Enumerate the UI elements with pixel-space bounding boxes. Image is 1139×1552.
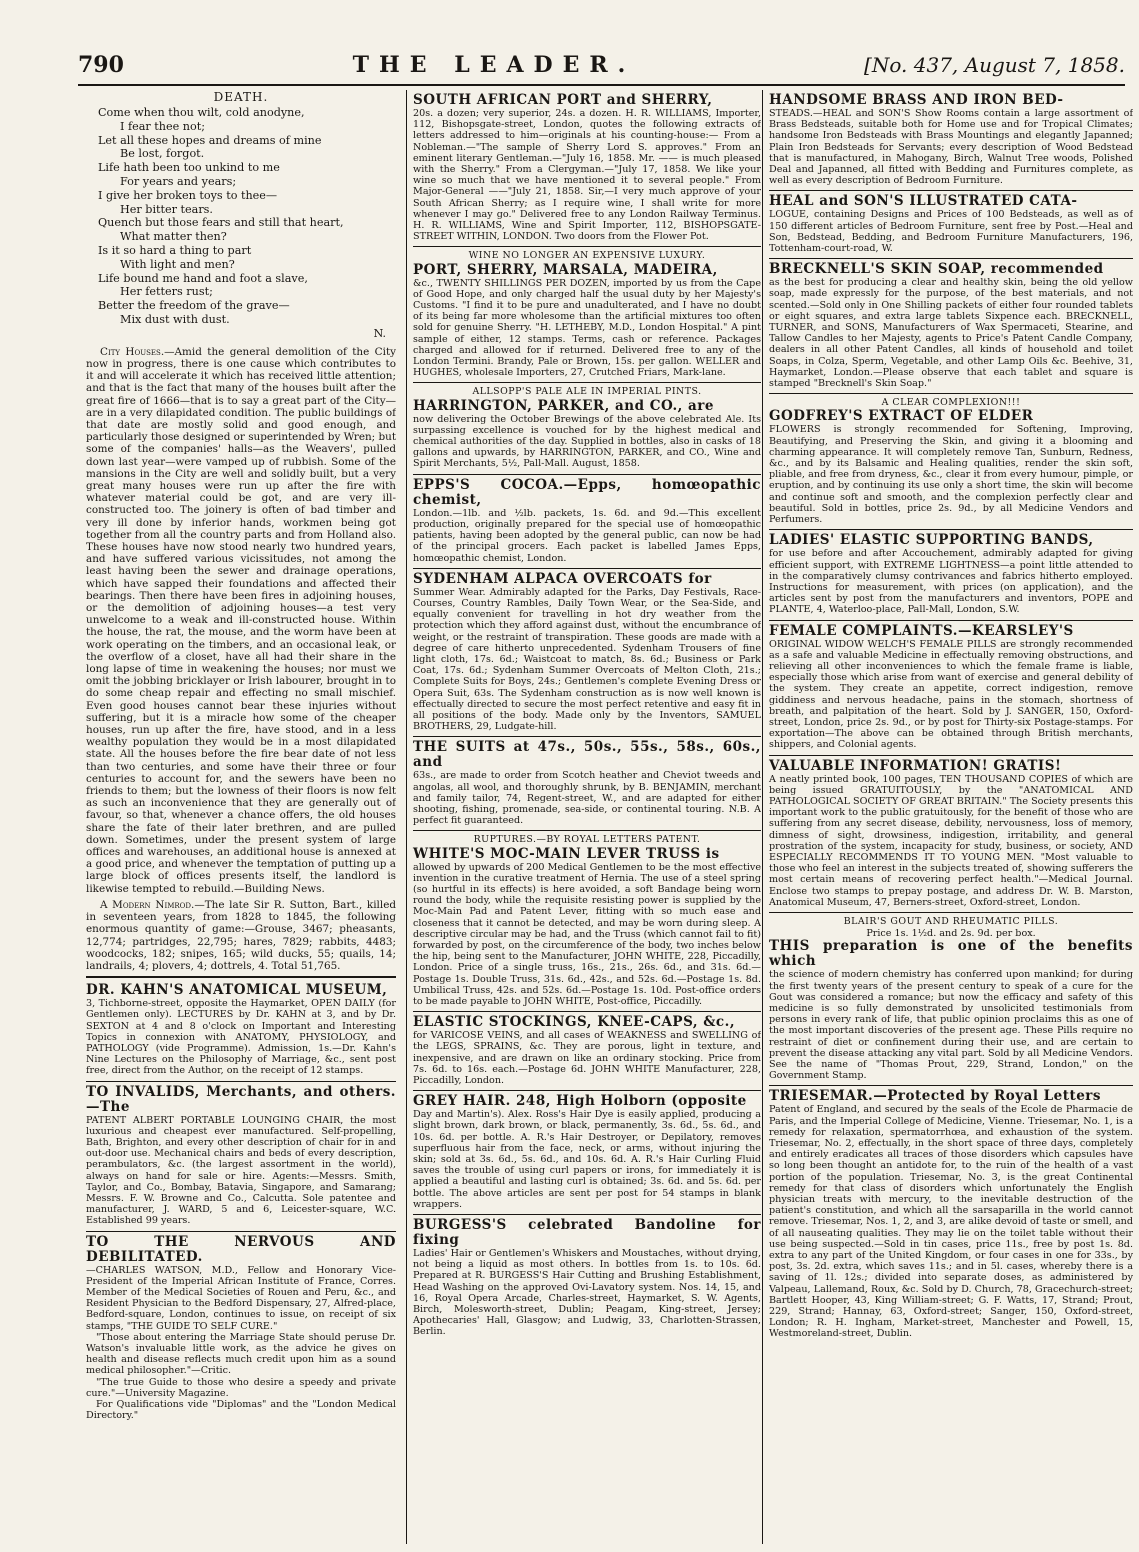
advert-body: London.—1lb. and ½lb. packets, 1s. 6d. and 9d.—This excellent production, originally prepared for the special use of homœopathic patients, having been adopted by the general public, can now be had of the principal grocers. Each packet is labelled James Epps, homœopathic chemist, London. [413, 507, 761, 564]
article-modern-nimrod [86, 899, 396, 972]
poem-line: I fear thee not; [120, 119, 206, 133]
advert-body: ORIGINAL WIDOW WELCH'S FEMALE PILLS are strongly recommended as a safe and valuable Medicine in effectually removing obstructions, and relieving all other inconveniences to which the female frame is liable, especially those which arise from want of exercise and general debility of the system. They create an appetite, correct indigestion, remove giddiness and nervous headache, pains in the stomach, shortness of breath, and palpitation of the heart. Sold by J. SANGER, 150, Oxford-street, London, price 2s. 9d., or by post for Thirty-six Postage-stamps. For exportation—The above can be obtained through British merchants, shippers, and Colonial agents. [769, 638, 1133, 751]
advert-quote: "The true Guide to those who desire a speedy and private cure."—University Magazine. [86, 1376, 396, 1399]
advert-body: 63s., are made to order from Scotch heather and Cheviot tweeds and angolas, all wool, and thoroughly shrunk, by B. BENJAMIN, merchant and family tailor, 74, Regent-street, W., and are adapted for either shooting, fishing, promenade, sea-side, or continental touring. N.B. A perfect fit guaranteed. [413, 770, 761, 827]
article-lead: City Houses. [100, 345, 165, 358]
advert-body: A neatly printed book, 100 pages, TEN THOUSAND COPIES of which are being issued GRATUITOUSLY, by the "ANATOMICAL AND PATHOLOGICAL SOCIETY OF GREAT BRITAIN." The Society presents this important work to the public gratuitously, for the benefit of those who are suffering from any secret disease, debility, nervousness, loss of memory, dimness of sight, drowsiness, indigestion, irritability, and general prostration of the system, incapacity for study, business, or society, AND ESPECIALLY RECOMMENDS IT TO YOUNG MEN. "Most valuable to those who feel an interest in the subjects treated of, showing sufferers the most certain means of recovering perfect health."—Medical Journal. Enclose two stamps to prepay postage, and address Dr. W. B. Marston, Anatomical Museum, 47, Berners-street, Oxford-street, London. [769, 773, 1133, 908]
advert-sydenham-overcoats [413, 569, 761, 738]
advert-headline: THE SUITS at 47s., 50s., 55s., 58s., 60s., and [413, 739, 761, 771]
advert-burgess-bandoline [413, 1215, 761, 1342]
advert-headline: WHITE'S MOC-MAIN LEVER TRUSS is [413, 845, 720, 862]
masthead [78, 52, 1125, 86]
advert-nervous-debilitated [86, 1232, 396, 1426]
advert-body: —CHARLES WATSON, M.D., Fellow and Honorary Vice-President of the Imperial African Institute of France, Corres. Member of the Medical Societies of Rouen and Peru, &c., and Resident Physician to the Bedford Dispensary, 27, Alfred-place, Bedford-square, London, continues to issue, on receipt of six stamps, "THE GUIDE TO SELF CURE." [86, 1264, 396, 1332]
advert-body: Patent of England, and secured by the seals of the Ecole de Pharmacie de Paris, and the Imperial College of Medicine, Vienne. Triesemar, No. 1, is a remedy for relaxation, spermatorrhœa, and exhaustion of the system. Triesemar, No. 2, effectually, in the short space of three days, completely and entirely eradicates all traces of those disorders which capsules have so long been thought an antidote for, to the ruin of the health of a vast portion of the population. Triesemar, No. 3, is the great Continental remedy for that class of disorders which unfortunately the English physician treats with mercury, to the inevitable destruction of the patient's constitution, and which all the sarsaparilla in the world cannot remove. Triesemar, Nos. 1, 2, and 3, are alike devoid of taste or smell, and of all nauseating qualities. They may lie on the toilet table without their use being suspected.—Sold in tin cases, price 11s., free by post 1s. 8d. extra to any part of the United Kingdom, or four cases in one for 33s., by post, 3s. 2d. extra, which saves 11s.; and in 5l. cases, whereby there is a saving of 1l. 12s.; divided into separate doses, as administered by Valpeau, Lallemand, Roux, &c. Sold by D. Church, 78, Gracechurch-street; Bartlett Hooper, 43, King William-street; G. F. Watts, 17, Strand; Prout, 229, Strand; Hannay, 63, Oxford-street; Sanger, 150, Oxford-street, London; R. H. Ingham, Market-street, Manchester and Powell, 15, Westmoreland-street, Dublin. [769, 1104, 1133, 1340]
advert-headline: BURGESS'S celebrated Bandoline for fixing [413, 1217, 761, 1249]
advert-kahn-museum [86, 980, 396, 1081]
advert-heal-catalogue [769, 191, 1133, 259]
advert-port-sherry-marsala [413, 247, 761, 383]
advert-price: Price 1s. 1½d. and 2s. 9d. per box. [866, 928, 1036, 940]
advert-body: 20s. a dozen; very superior, 24s. a dozen. H. R. WILLIAMS, Importer, 112, Bishopsgate-street, London, quotes the following extracts of letters addressed to him—originals at his counting-house:— From a Nobleman.—"The sample of Sherry Lord S. approves." From an eminent literary Gentleman.—"July 16, 1858. Mr. —— is much pleased with the Sherry." From a Clergyman.—"July 17, 1858. We like your wine so much that we have mentioned it to several people." From Major-General ——"July 21, 1858. Sir,—I very much approve of your South African Sherry; as I require wine, I shall write for more whenever I may go." Delivered free to any London Railway Terminus. H. R. WILLIAMS, Wine and Spirit Importer, 112, BISHOPSGATE-STREET WITHIN, LONDON. Two doors from the Flower Pot. [413, 108, 761, 243]
column-3 [762, 90, 1133, 1544]
advert-body: for use before and after Accouchement, admirably adapted for giving efficient support, with EXTREME LIGHTNESS—a point little attended to in the comparatively clumsy contrivances and fabrics hitherto employed. Instructions for measurement, with prices (on application), and the articles sent by post from the manufacturers and inventors, POPE and PLANTE, 4, Waterloo-place, Pall-Mall, London, S.W. [769, 548, 1133, 616]
advert-body: PATENT ALBERT PORTABLE LOUNGING CHAIR, the most luxurious and cheapest ever manufactured. Self-propelling, Bath, Brighton, and every other description of chair for in and out-door use. Mechanical chairs and beds of every description, perambulators, &c. (the largest assortment in the world), always on hand for sale or hire. Agents:—Messrs. Smith, Taylor, and Co., Bombay, Batavia, Singapore, and Samarang; Messrs. F. W. Browne and Co., Calcutta. Sole patentee and manufacturer, J. WARD, 5 and 6, Leicester-square, W.C. Established 99 years. [86, 1114, 396, 1227]
poem-line: Better the freedom of the grave— [98, 299, 290, 313]
advert-headline: TO THE NERVOUS AND DEBILITATED. [86, 1233, 396, 1265]
advert-invalid-chairs [86, 1082, 396, 1232]
advert-supporting-bands [769, 530, 1133, 620]
advert-headline: SOUTH AFRICAN PORT and SHERRY, [413, 92, 713, 108]
advert-triesemar [769, 1086, 1133, 1343]
poem-line: Let all these hopes and dreams of mine [98, 133, 322, 147]
advert-elastic-stockings [413, 1012, 761, 1091]
advert-headline: TO INVALIDS, Merchants, and others.—The [86, 1083, 396, 1115]
advert-headline: DR. KAHN'S ANATOMICAL MUSEUM, [86, 982, 388, 999]
advert-body: Summer Wear. Admirably adapted for the Parks, Day Festivals, Race-Courses, Country Rambles, Daily Town Wear, or the Sea-Side, and equally convenient for travelling in hot dry weather from the protection which they afford against dust, without the encumbrance of weight, or the restraint of transpiration. These goods are made with a degree of care hitherto unprecedented. Sydenham Trousers of fine light cloth, 17s. 6d.; Waistcoat to match, 8s. 6d.; Business or Park Coat, 17s. 6d.; Sydenham Summer Overcoats of Melton Cloth, 21s.; Complete Suits for Boys, 24s.; Gentlemen's complete Evening Dress or Opera Suit, 63s. The Sydenham construction as is now well known is effectually directed to secure the most perfect retentive and easy fit in all positions of the body. Made only by the Inventors, SAMUEL BROTHERS, 29, Ludgate-hill. [413, 586, 761, 733]
advert-headline: PORT, SHERRY, MARSALA, MADEIRA, [413, 261, 718, 278]
advert-headline: VALUABLE INFORMATION! GRATIS! [769, 757, 1062, 774]
advert-valuable-information [769, 756, 1133, 913]
advert-female-complaints [769, 621, 1133, 756]
advert-harrington-parker [413, 383, 761, 474]
advert-body: now delivering the October Brewings of the above celebrated Ale. Its surpassing excellence is vouched for by the highest medical and chemical authorities of the day. Supplied in bottles, also in casks of 18 gallons and upwards, by HARRINGTON, PARKER, and CO., Wine and Spirit Merchants, 5½, Pall-Mall. August, 1858. [413, 413, 761, 470]
poem [86, 106, 396, 327]
advert-headline: BRECKNELL'S SKIN SOAP, recommended [769, 261, 1104, 278]
poem-line: For years and years; [120, 174, 237, 188]
page-number: 790 [78, 52, 124, 78]
advert-headline: GREY HAIR. 248, High Holborn (opposite [413, 1093, 747, 1110]
advert-brecknell-soap [769, 259, 1133, 394]
advert-blair-pills [769, 913, 1133, 1086]
advert-body: LOGUE, containing Designs and Prices of 100 Bedsteads, as well as of 150 different articles of Bedroom Furniture, sent free by Post.—Heal and Son, Bedstead, Bedding, and Bedroom Furniture Manufacturers, 196, Tottenham-court-road, W. [769, 209, 1133, 255]
advert-subheading: RUPTURES.—BY ROYAL LETTERS PATENT. [473, 834, 701, 846]
article-body: —The late Sir R. Sutton, Bart., killed in seventeen years, from 1828 to 1845, the following enormous quantity of game:—Grouse, 3467; pheasants, 12,774; partridges, 22,795; hares, 7829; rabbits, 4483; woodcocks, 182; snipes, 165; wild ducks, 55; quails, 14; landrails, 4; plovers, 4; dottrels, 4. Total 51,765. [86, 898, 396, 972]
advert-headline: HEAL and SON'S ILLUSTRATED CATA- [769, 193, 1078, 210]
advert-body: Ladies' Hair or Gentlemen's Whiskers and Moustaches, without drying, not being a liquid as most others. In bottles from 1s. to 10s. 6d. Prepared at R. BURGESS'S Hair Cutting and Brushing Establishment, Head Washing on the approved Ovi-Lavatory system. Nos. 14, 15, and 16, Royal Opera Arcade, Charles-street, Haymarket, S. W. Agents, Birch, Molesworth-street, Dublin; Peagam, King-street, Jersey; Apothecaries' Hall, Glasgow; and Ludwig, 33, Charlotten-Strassen, Berlin. [413, 1248, 761, 1338]
advert-brass-iron-bedsteads [769, 90, 1133, 191]
poem-line: What matter then? [120, 230, 227, 244]
advert-note: For Qualifications vide "Diplomas" and the "London Medical Directory." [86, 1399, 396, 1422]
newspaper-title: THE LEADER. [352, 52, 636, 78]
advert-south-african-port [413, 90, 761, 247]
advert-godfrey-elder [769, 394, 1133, 530]
issue-date: [No. 437, August 7, 1858. [864, 53, 1125, 77]
advert-white-truss [413, 831, 761, 1012]
poem-line: Mix dust with dust. [120, 312, 230, 326]
article-body: —Amid the general demolition of the City now in progress, there is one cause which contributes to it and will accelerate it which has received little attention; and that is the fact that many of the houses built after the great fire of 1666—that is to say a great part of the City—are in a very dilapidated condition. The public buildings of that date are mostly solid and good enough, and particularly those designed or superintended by Wren; but some of the companies' halls—as the Weavers', pulled down last year—were vamped up of rubbish. Some of the mansions in the City are well and solidly built, but a very great many houses were run up after the fire with whatever material could be got, and are very ill-constructed too. The joinery is often of bad timber and very ill done by inferior hands, workmen being got together from all the country parts and from Holland also. These houses have now stood nearly two hundred years, and have suffered various vicissitudes, not among the least having been the sewer and drainage operations, which have sapped their foundations and affected their bearings. Then there have been fires in adjoining houses, or the demolition of adjoining houses—a test very unwelcome to a weak and ill-constructed house. Within the house, the rat, the mouse, and the worm have been at work operating on the timbers, and an occasional leak, or the overflow of a closet, have all had their share in the long lapse of time in weakening the houses; nor must we omit the jobbing bricklayer or Irish labourer, brought in to do some cheap repair and effecting no small mischief. Even good houses cannot bear these injuries without suffering, but it is a miracle how some of the cheaper houses, run up after the fire, have stood, and in a less wealthy population they would be in a most dilapidated state. All the houses before the fire bear date of not less than two centuries, and some have their three or four centuries to account for, and the sewers have been no friends to them; but the lowness of their floors is now felt as such an inconvenience that they are generally out of favour, so that, whenever a chance offers, the old houses share the fate of their later brethren, and are pulled down. Sometimes, under the present system of large offices and warehouses, an additional house is annexed at a good price, and whenever the temptation of putting up a large block of offices presents itself, the landlord is likewise tempted to rebuild.—Building News. [86, 345, 396, 895]
advert-epps-cocoa [413, 475, 761, 569]
advert-headline: TRIESEMAR.—Protected by Royal Letters [769, 1088, 1102, 1105]
advert-body: STEADS.—HEAL and SON'S Show Rooms contain a large assortment of Brass Bedsteads, suitable both for Home use and for Tropical Climates; handsome Iron Bedsteads with Brass Mountings and elegantly Japanned; Plain Iron Bedsteads for Servants; every description of Wood Bedstead that is manufactured, in Mahogany, Birch, Walnut Tree woods, Polished Deal and Japanned, all fitted with Bedding and Furnitures complete, as well as every description of Bedroom Furniture. [769, 108, 1133, 187]
poem-line: Quench but those fears and still that heart, [98, 216, 344, 230]
advert-headline: ELASTIC STOCKINGS, KNEE-CAPS, &c., [413, 1014, 736, 1031]
advert-headline: GODFREY'S EXTRACT OF ELDER [769, 408, 1034, 425]
poem-line: Be lost, forgot. [120, 147, 205, 161]
advert-headline: HARRINGTON, PARKER, and CO., are [413, 397, 715, 414]
advert-headline: FEMALE COMPLAINTS.—KEARSLEY'S [769, 622, 1074, 639]
advert-body: for VARICOSE VEINS, and all cases of WEAKNESS and SWELLING of the LEGS, SPRAINS, &c. They are porous, light in texture, and inexpensive, and are drawn on like an ordinary stocking. Price from 7s. 6d. to 16s. each.—Postage 6d. JOHN WHITE Manufacturer, 228, Piccadilly, London. [413, 1030, 761, 1087]
advert-headline: THIS preparation is one of the benefits which [769, 938, 1133, 970]
advert-headline: LADIES' ELASTIC SUPPORTING BANDS, [769, 532, 1094, 549]
poem-signature: N. [373, 326, 386, 340]
advert-subheading: BLAIR'S GOUT AND RHEUMATIC PILLS. [843, 915, 1059, 927]
advert-suits [413, 737, 761, 831]
advert-body: &c., TWENTY SHILLINGS PER DOZEN, imported by us from the Cape of Good Hope, and only charged half the usual duty by her Majesty's Customs. "I find it to be pure and unadulterated, and I have no doubt of its being far more wholesome than the artificial mixtures too often sold for genuine Sherry. "H. LETHEBY, M.D., London Hospital." A pint sample of either, 12 stamps. Terms, cash or reference. Packages charged and allowed for if returned. Delivered free to any of the London Termini. Brandy, Pale or Brown, 15s. per gallon. WELLER and HUGHES, wholesale Importers, 27, Crutched Friars, Mark-lane. [413, 277, 761, 379]
advert-subheading: WINE NO LONGER AN EXPENSIVE LUXURY. [468, 250, 706, 262]
poem-line: Is it so hard a thing to part [98, 243, 252, 257]
poem-line: Her fetters rust; [120, 285, 213, 299]
advert-headline: SYDENHAM ALPACA OVERCOATS for [413, 570, 712, 587]
advert-body: the science of modern chemistry has conferred upon mankind; for during the first twenty years of the present century to speak of a cure for the Gout was considered a romance; but now the efficacy and safety of this medicine is so fully demonstrated by unsolicited testimonials from persons in every rank of life, that public opinion proclaims this as one of the most important discoveries of the present age. These Pills require no restraint of diet or confinement during their use, and are certain to prevent the disease attacking any vital part. Sold by all Medicine Vendors. See the name of "Thomas Prout, 229, Strand, London," on the Government Stamp. [769, 969, 1133, 1082]
article-lead: A Modern Nimrod. [100, 898, 195, 911]
poem-title: DEATH. [213, 90, 269, 104]
column-1 [86, 90, 396, 1544]
advert-body: FLOWERS is strongly recommended for Softening, Improving, Beautifying, and Preserving the Skin, and giving it a blooming and charming appearance. It will completely remove Tan, Sunburn, Redness, &c., and by its Balsamic and Healing qualities, render the skin soft, pliable, and free from dryness, &c., clear it from every humour, pimple, or eruption, and by continuing its use only a short time, the skin will become and continue soft and smooth, and the complexion perfectly clear and beautiful. Sold in bottles, price 2s. 9d., by all Medicine Vendors and Perfumers. [769, 424, 1133, 526]
poem-line: I give her broken toys to thee— [98, 188, 278, 202]
advert-body: as the best for producing a clear and healthy skin, being the old yellow soap, made expressly for the purpose, of the best materials, and not scented.—Sold only in One Shilling packets of either four rounded tablets or eight squares, and extra large tablets Sixpence each. BRECKNELL, TURNER, and SONS, Manufacturers of Wax Spermaceti, Stearine, and Tallow Candles to her Majesty, agents to Price's Patent Candle Company, dealers in all other Patent Candles, all kinds of household and toilet Soaps, in Colza, Sperm, Vegetable, and other Lamp Oils &c. Beehive, 31, Haymarket, London.—Please observe that each tablet and square is stamped "Brecknell's Skin Soap." [769, 277, 1133, 390]
poem-line: With light and men? [120, 257, 235, 271]
advert-grey-hair [413, 1091, 761, 1215]
advert-subheading: ALLSOPP'S PALE ALE IN IMPERIAL PINTS. [472, 386, 702, 398]
poem-line: Come when thou wilt, cold anodyne, [98, 106, 305, 119]
poem-line: Life bound me hand and foot a slave, [98, 271, 308, 285]
advert-headline: HANDSOME BRASS AND IRON BED- [769, 92, 1064, 108]
column-2 [406, 90, 761, 1544]
advert-headline: EPPS'S COCOA.—Epps, homœopathic chemist, [413, 476, 761, 508]
advert-body: 3, Tichborne-street, opposite the Haymarket, OPEN DAILY (for Gentlemen only). LECTURES by Dr. KAHN at 3, and by Dr. SEXTON at 4 and 8 o'clock on Important and Interesting Topics in connexion with ANATOMY, PHYSIOLOGY, and PATHOLOGY (vide Programme). Admission, 1s.—Dr. Kahn's Nine Lectures on the Philosophy of Marriage, &c., sent post free, direct from the Author, on the receipt of 12 stamps. [86, 998, 396, 1077]
poem-line: Her bitter tears. [120, 202, 213, 216]
advert-body: Day and Martin's). Alex. Ross's Hair Dye is easily applied, producing a slight brown, dark brown, or black, permanently, 3s. 6d., 5s. 6d., and 10s. 6d. per bottle. A. R.'s Hair Destroyer, or Depilatory, removes superfluous hair from the face, neck, or arms, without injuring the skin; sold at 3s. 6d., 5s. 6d., and 10s. 6d. A. R.'s Hair Curling Fluid saves the trouble of using curl papers or irons, for immediately it is applied a beautiful and lasting curl is obtained; 3s. 6d. and 5s. 6d. per bottle. The above articles are sent per post for 54 stamps in blank wrappers. [413, 1109, 761, 1210]
poem-line: Life hath been too unkind to me [98, 161, 280, 175]
advert-quote: "Those about entering the Marriage State should peruse Dr. Watson's invaluable little work, as the advice he gives on health and disease reflects much credit upon him as a sound medical philosopher."—Critic. [86, 1331, 396, 1377]
article-city-houses [86, 346, 396, 895]
divider [86, 976, 396, 978]
advert-subheading: A CLEAR COMPLEXION!!! [881, 397, 1021, 409]
advert-body: allowed by upwards of 200 Medical Gentlemen to be the most effective invention in the curative treatment of Hernia. The use of a steel spring (so hurtful in its effects) is here avoided, a soft Bandage being worn round the body, while the requisite resisting power is supplied by the Moc-Main Pad and Patent Lever, fitting with so much ease and closeness that it cannot be detected, and may be worn during sleep. A descriptive circular may be had, and the Truss (which cannot fail to fit) forwarded by post, on the circumference of the body, two inches below the hip, being sent to the Manufacturer, JOHN WHITE, 228, Piccadilly, London. Price of a single truss, 16s., 21s., 26s. 6d., and 31s. 6d.—Postage 1s. Double Truss, 31s. 6d., 42s., and 52s. 6d.—Postage 1s. 8d. Umbilical Truss, 42s. and 52s. 6d.—Postage 1s. 10d. Post-office orders to be made payable to JOHN WHITE, Post-office, Piccadilly. [413, 861, 761, 1007]
